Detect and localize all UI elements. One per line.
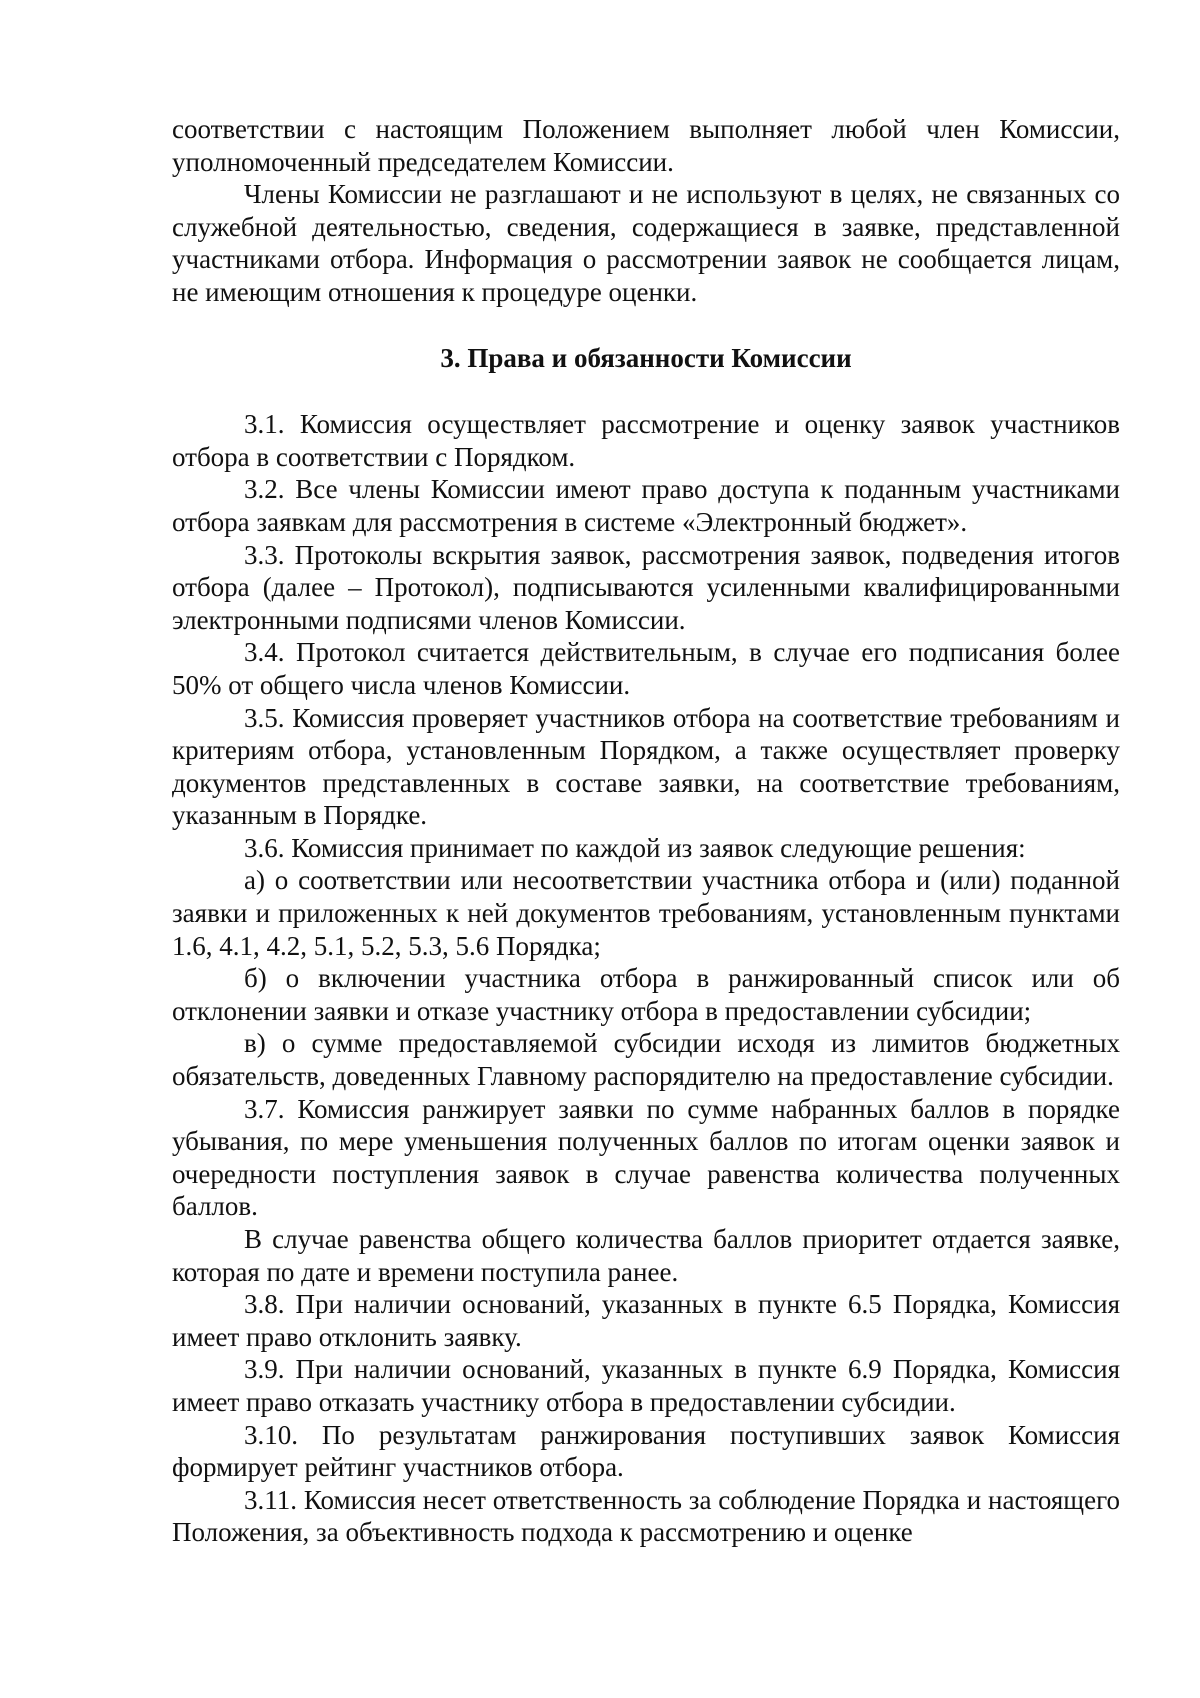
document-page — [172, 113, 1120, 1549]
section-title: 3. Права и обязанности Комиссии — [440, 342, 852, 373]
clause-3-3: 3.3. Протоколы вскрытия заявок, рассмотрения заявок, подведения итогов отбора (далее – Протокол), подписываются усиленными квалифицированными электронными подписями членов Комиссии. — [172, 539, 1120, 635]
clause-3-6-b: б) о включении участника отбора в ранжированный список или об отклонении заявки и отказе участнику отбора в предоставлении субсидии; — [172, 963, 1120, 1026]
clause-3-7: 3.7. Комиссия ранжирует заявки по сумме набранных баллов в порядке убывания, по мере уменьшения полученных баллов по итогам оценки заявок и очередности поступления заявок в случае равенства количества полученных баллов. — [172, 1093, 1120, 1222]
clause-3-8: 3.8. При наличии оснований, указанных в пункте 6.5 Порядка, Комиссия имеет право отклонить заявку. — [172, 1289, 1120, 1352]
clause-3-9: 3.9. При наличии оснований, указанных в пункте 6.9 Порядка, Комиссия имеет право отказать участнику отбора в предоставлении субсидии. — [172, 1354, 1120, 1417]
intro-paragraph-2: Члены Комиссии не разглашают и не используют в целях, не связанных со служебной деятельностью, сведения, содержащиеся в заявке, представленной участниками отбора. Информация о рассмотрении заявок не сообщается лицам, не имеющим отношения к процедуре оценки. — [172, 179, 1120, 307]
clause-3-6: 3.6. Комиссия принимает по каждой из заявок следующие решения: — [244, 832, 1026, 863]
clause-3-5: 3.5. Комиссия проверяет участников отбора на соответствие требованиям и критериям отбора, установленным Порядком, а также осуществляет проверку документов представленных в составе заявки, на соответствие требованиям, указанным в Порядке. — [172, 702, 1120, 831]
spacer — [172, 374, 1120, 408]
spacer — [172, 309, 1120, 342]
clause-3-7-note: В случае равенства общего количества баллов приоритет отдается заявке, которая по дате и времени поступила ранее. — [172, 1224, 1120, 1287]
clause-3-2: 3.2. Все члены Комиссии имеют право доступа к поданным участниками отбора заявкам для рассмотрения в системе «Электронный бюджет». — [172, 474, 1120, 537]
clause-3-10: 3.10. По результатам ранжирования поступивших заявок Комиссия формирует рейтинг участников отбора. — [172, 1419, 1120, 1483]
clause-3-6-v: в) о сумме предоставляемой субсидии исходя из лимитов бюджетных обязательств, доведенных Главному распорядителю на предоставление субсидии. — [172, 1028, 1120, 1092]
clause-3-4: 3.4. Протокол считается действительным, в случае его подписания более 50% от общего числа членов Комиссии. — [172, 637, 1120, 700]
clause-3-6-a: а) о соответствии или несоответствии участника отбора и (или) поданной заявки и приложенных к ней документов требованиям, установленным пунктами 1.6, 4.1, 4.2, 5.1, 5.2, 5.3, 5.6 Порядка; — [172, 865, 1120, 961]
clause-3-1: 3.1. Комиссия осуществляет рассмотрение и оценку заявок участников отбора в соответствии с Порядком. — [172, 409, 1120, 472]
intro-paragraph-1: соответствии с настоящим Положением выполняет любой член Комиссии, уполномоченный председателем Комиссии. — [172, 114, 1120, 177]
clause-3-11: 3.11. Комиссия несет ответственность за соблюдение Порядка и настоящего Положения, за объективность подхода к рассмотрению и оценке — [172, 1484, 1120, 1548]
